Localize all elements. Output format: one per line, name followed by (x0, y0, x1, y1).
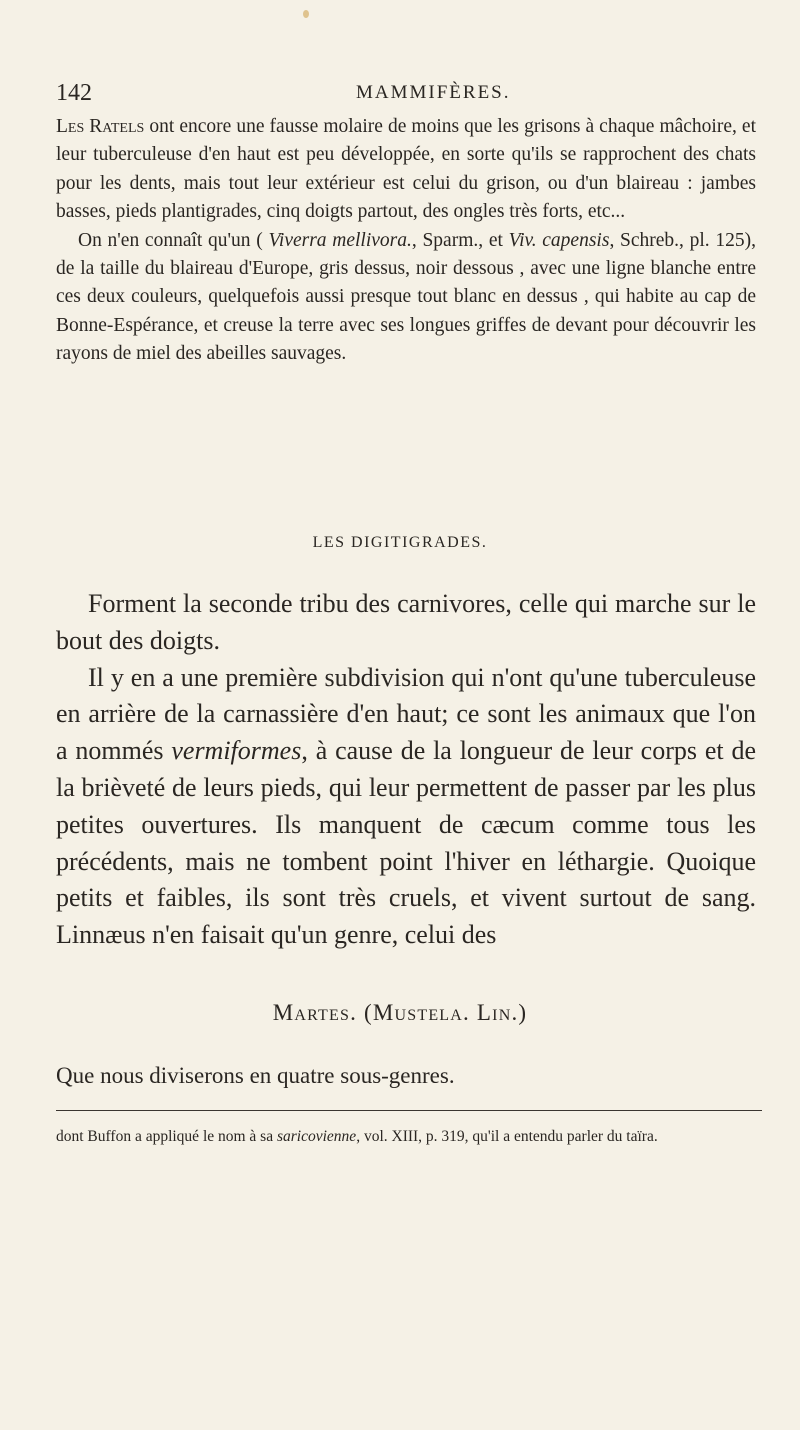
footnote-text: , vol. XIII, p. 319, qu'il a entendu parler du taïra. (356, 1128, 658, 1145)
paragraph-digitigrades: Forment la seconde tribu des carnivores, celle qui marche sur le bout des doigts. (56, 589, 756, 655)
ink-speck (303, 10, 309, 18)
paragraph-text: , Schreb., pl. 125), de la taille du blaireau d'Europe, gris dessus, noir dessous , avec une ligne blanche entre ces deux couleurs, quelquefois aussi presque tout blanc en dessus , qui habite au cap de Bonne-Espérance, et creuse la terre avec ses longues griffes de devant pour découvrir les rayons de miel des abeilles sauvages. (56, 229, 756, 365)
paragraph-text: , Sparm., et (411, 229, 509, 251)
running-title: MAMMIFÈRES. (356, 82, 511, 103)
paragraph-text: ont encore une fausse molaire de moins que les grisons à chaque mâchoire, et leur tuberculeuse d'en haut est peu développée, en sorte qu'ils se rapprochent des chats pour les dents, mais tout leur extérieur est celui du grison, ou d'un blaireau : jambes basses, pieds plantigrades, cinq doigts partout, des ongles très forts, etc... (56, 116, 756, 223)
page-header (56, 80, 746, 110)
paragraph-subgenera: Que nous diviserons en quatre sous-genres. (56, 1063, 455, 1088)
species-name: Viverra mellivora. (268, 229, 412, 251)
footnote-text: dont Buffon a appliqué le nom à sa (56, 1128, 277, 1145)
species-name: Viv. capensis (508, 229, 610, 251)
page-number: 142 (56, 80, 92, 106)
italic-term: vermiformes (171, 736, 302, 766)
paragraph-text: Il y en a une première subdivision qui n'ont qu'une tuberculeuse en arrière de la carnassière d'en haut; ce sont les animaux que l'on a nommés (56, 662, 756, 766)
italic-term: saricovienne (276, 1128, 357, 1145)
paragraph-text: , à cause de la longueur de leur corps et de la brièveté de leurs pieds, qui leur permettent de passer par les plus petites ouvertures. Ils manquent de cæcum comme tous les précédents, mais ne tombent point l'hiver en léthargie. Quoique petits et faibles, ils sont très cruels, et vivent surtout de sang. Linnæus n'en faisait qu'un genre, celui des (56, 736, 756, 950)
paragraph-species (56, 227, 756, 369)
genus-title: Martes. (Mustela. Lin.) (272, 1000, 528, 1025)
section-title: LES DIGITIGRADES. (312, 534, 488, 551)
footnote-rule (56, 1110, 762, 1111)
small-text-block (56, 113, 756, 369)
paragraph-ratels (56, 113, 756, 227)
lead-caps: Les Ratels (56, 116, 145, 137)
footnote (56, 1124, 756, 1149)
paragraph-text: On n'en connaît qu'un ( (78, 229, 269, 251)
large-text-block (56, 586, 756, 954)
paragraph-vermiformes (56, 660, 756, 954)
